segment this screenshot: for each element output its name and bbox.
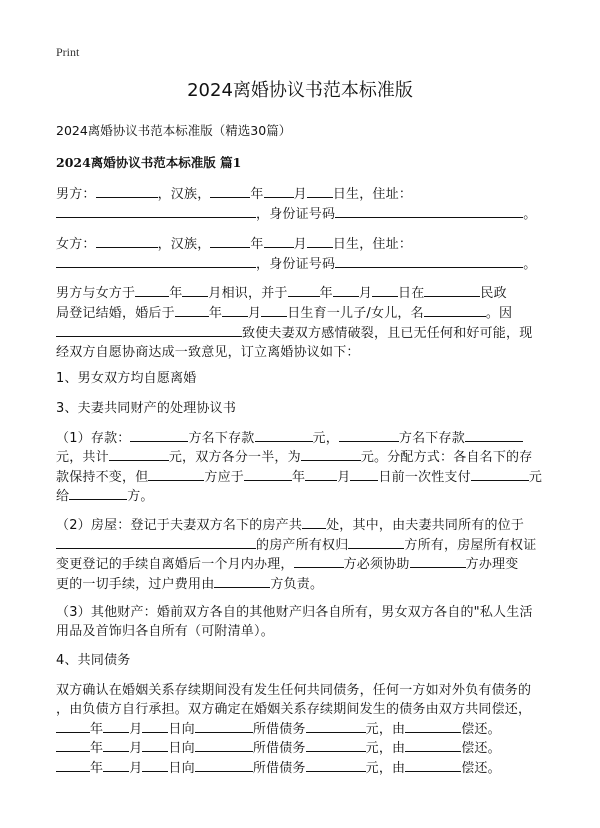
debt-row [56, 718, 501, 737]
text: 月 [129, 741, 143, 756]
deposit-line-2 [56, 446, 532, 465]
text: 给 [56, 489, 70, 504]
text: 致使夫妻双方感情破裂，且已无任何和好可能，现 [242, 326, 533, 341]
text: 。因 [485, 306, 513, 321]
text: 方名下存款 [188, 431, 255, 446]
male-line-2 [56, 203, 536, 222]
document-title: 2024离婚协议书范本标准版 [187, 80, 413, 101]
text: 月 [337, 470, 351, 485]
text: 所借债务 [252, 761, 306, 776]
male-label: 男方： [56, 187, 96, 202]
text: 方负责。 [270, 577, 324, 592]
text: 年 [292, 470, 306, 485]
deposit-line-4 [56, 485, 154, 504]
text: 元，共计 [56, 450, 109, 465]
text: 方所有，房屋所有权证 [404, 538, 537, 553]
intro-line-3 [56, 322, 532, 341]
text: 所借债务 [252, 741, 306, 756]
text: 方应于 [204, 470, 245, 485]
text: 所借债务 [252, 722, 306, 737]
text: 年 [250, 187, 264, 202]
text: 日生，住址： [332, 187, 413, 202]
text: 月 [358, 286, 373, 301]
text: 处，其中，由夫妻共同所有的位于 [326, 518, 525, 533]
intro-line-2 [56, 302, 512, 321]
text: 。 [523, 207, 537, 222]
text: 偿还。 [461, 761, 501, 776]
text: 元，由 [365, 761, 406, 776]
text: ，汉族， [157, 187, 211, 202]
text: 元，由 [365, 722, 406, 737]
male-line-1 [56, 183, 412, 202]
text: 日向 [168, 761, 195, 776]
text: 更的一切手续，过户费用由 [56, 577, 215, 592]
text: 偿还。 [461, 722, 501, 737]
text: 偿还。 [461, 741, 501, 756]
text: 日生，住址： [332, 237, 413, 252]
text: 年 [90, 722, 104, 737]
text: 方名下存款 [398, 431, 465, 446]
text: 日在 [398, 286, 425, 301]
section-4: 4、共同债务 [56, 653, 131, 668]
other-line-2: 用品及首饰归各自所有（可附清单）。 [56, 624, 274, 639]
debt-line-2: ，由负债方自行承担。双方确定在婚姻关系存续期间发生的债务由双方共同偿还， [56, 702, 532, 717]
deposit-line-1 [56, 427, 523, 446]
intro-line-1 [56, 282, 507, 301]
text: 月相识，并于 [208, 286, 288, 301]
text: 年 [90, 741, 104, 756]
house-line-3 [56, 553, 518, 572]
text: （1）存款： [56, 431, 131, 446]
female-label: 女方： [56, 237, 96, 252]
text: 日生育一儿子/女儿，名 [287, 306, 424, 321]
text: 方必须协助 [343, 557, 410, 572]
text: 元，双方各分一半，为 [168, 450, 301, 465]
text: 年 [208, 306, 223, 321]
female-line-2 [56, 253, 536, 272]
text: 年 [250, 237, 264, 252]
text: 月 [293, 187, 307, 202]
text: 元， [312, 431, 339, 446]
text: ，汉族， [157, 237, 211, 252]
house-line-1 [56, 514, 524, 533]
debt-row [56, 757, 501, 776]
text: ，身份证号码 [256, 257, 336, 272]
house-line-4 [56, 573, 323, 592]
text: 男方与女方于 [56, 286, 136, 301]
text: 元，由 [365, 741, 406, 756]
text: 民政 [480, 286, 507, 301]
text: 方。 [127, 489, 154, 504]
text: 月 [248, 306, 262, 321]
section-1: 1、男女双方均自愿离婚 [56, 371, 197, 386]
print-link[interactable]: Print [56, 45, 80, 59]
intro-line-4: 经双方自愿协商达成一致意见，订立离婚协议如下： [56, 345, 360, 360]
document-subtitle: 2024离婚协议书范本标准版（精选30篇） [56, 123, 292, 138]
text: 日向 [168, 741, 195, 756]
text: 变更登记的手续自离婚后一个月内办理， [56, 557, 294, 572]
text: （2）房屋：登记于夫妻双方名下的房产共 [56, 518, 303, 533]
text: 月 [129, 761, 143, 776]
text: 。 [523, 257, 537, 272]
text: 月 [293, 237, 307, 252]
other-line-1: （3）其他财产：婚前双方各自的其他财产归各自所有，男女双方各自的"私人生活 [56, 605, 533, 620]
section-heading: 2024离婚协议书范本标准版 篇1 [56, 155, 242, 170]
text: 日前一次性支付 [378, 470, 471, 485]
text: 方办理变 [465, 557, 519, 572]
text: 的房产所有权归 [256, 538, 349, 553]
text: 局登记结婚，婚后于 [56, 306, 175, 321]
text: 元。分配方式：各自名下的存 [360, 450, 533, 465]
text: 款保持不变，但 [56, 470, 149, 485]
house-line-2 [56, 534, 536, 553]
text: 年 [319, 286, 333, 301]
text: 日向 [168, 722, 195, 737]
text: ，身份证号码 [256, 207, 336, 222]
section-3: 3、夫妻共同财产的处理协议书 [56, 401, 237, 416]
text: 月 [129, 722, 143, 737]
female-line-1 [56, 233, 412, 252]
text: 年 [169, 286, 183, 301]
text: 年 [90, 761, 104, 776]
text: 元 [528, 470, 543, 485]
debt-line-1: 双方确认在婚姻关系存续期间没有发生任何共同债务，任何一方如对外负有债务的 [56, 683, 532, 698]
deposit-line-3 [56, 466, 542, 485]
debt-row [56, 737, 501, 756]
